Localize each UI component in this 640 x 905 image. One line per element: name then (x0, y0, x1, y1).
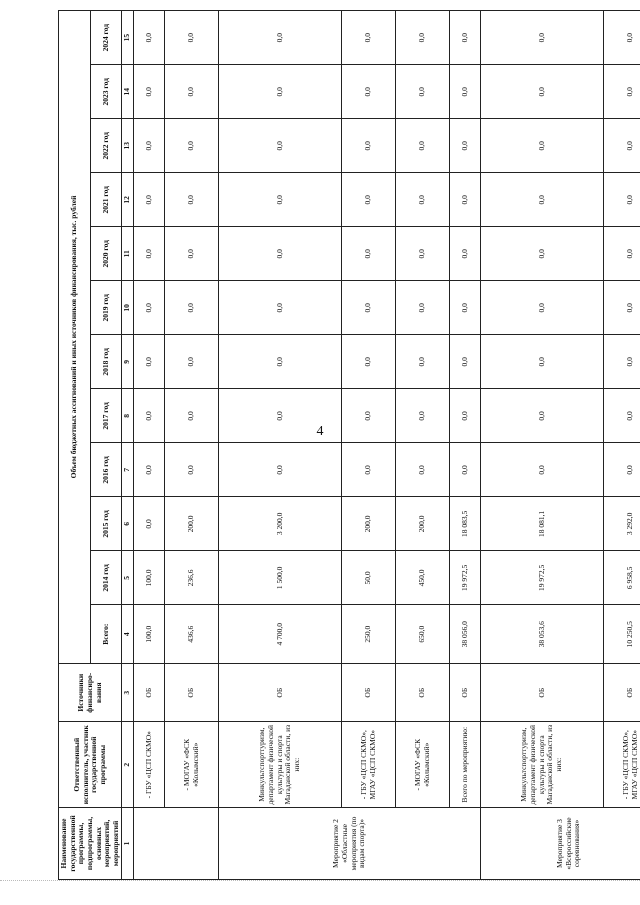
row-value: 0,0 (219, 389, 342, 443)
row-value: 0,0 (165, 119, 219, 173)
row-source: ОБ (604, 663, 640, 722)
header-year: 2018 год (90, 335, 122, 389)
row-total: 650,0 (396, 605, 450, 664)
col-number: 3 (122, 663, 134, 722)
row-value: 0,0 (450, 389, 481, 443)
row-value: 0,0 (219, 119, 342, 173)
row-total: 436,6 (165, 605, 219, 664)
row-value: 0,0 (481, 119, 604, 173)
header-year: 2016 год (90, 443, 122, 497)
col-number: 4 (122, 605, 134, 664)
row-value: 0,0 (604, 335, 640, 389)
row-exec: - ГБУ «ЦСП СКМО», МГАУ «ЦСП СКМО» (342, 722, 396, 808)
row-exec: - МОГАУ «ФСК «Колымский» (165, 722, 219, 808)
row-value: 0,0 (604, 281, 640, 335)
row-value: 0,0 (342, 173, 396, 227)
row-value: 0,0 (134, 227, 165, 281)
row-value: 0,0 (396, 11, 450, 65)
row-value: 0,0 (165, 173, 219, 227)
header-year: 2015 год (90, 497, 122, 551)
row-total: 10 250,5 (604, 605, 640, 664)
table-row (342, 11, 396, 880)
row-value: 0,0 (481, 11, 604, 65)
row-name: Мероприятие 2 «Областные мероприятия (по видам спорта)» (219, 807, 481, 879)
row-value: 0,0 (342, 443, 396, 497)
row-value: 0,0 (134, 389, 165, 443)
row-value: 0,0 (604, 65, 640, 119)
row-value: 0,0 (396, 119, 450, 173)
row-value: 0,0 (450, 11, 481, 65)
row-value: 0,0 (165, 281, 219, 335)
row-value: 0,0 (604, 443, 640, 497)
row-value: 0,0 (342, 65, 396, 119)
row-value: 0,0 (342, 389, 396, 443)
row-value: 0,0 (342, 281, 396, 335)
col-number: 12 (122, 173, 134, 227)
row-value: 18 083,5 (450, 497, 481, 551)
row-value: 0,0 (219, 65, 342, 119)
row-value: 0,0 (165, 335, 219, 389)
row-value: 0,0 (134, 65, 165, 119)
column-number-row (122, 11, 134, 880)
row-value: 0,0 (396, 443, 450, 497)
row-value: 0,0 (481, 443, 604, 497)
row-value: 0,0 (165, 11, 219, 65)
header-exec: Ответственный исполнитель, участник государственной программы (59, 722, 122, 808)
row-value: 0,0 (134, 11, 165, 65)
row-value: 0,0 (450, 227, 481, 281)
financing-table (58, 10, 640, 880)
row-source: ОБ (134, 663, 165, 722)
row-value: 0,0 (481, 173, 604, 227)
row-value: 0,0 (450, 173, 481, 227)
row-value: 0,0 (604, 119, 640, 173)
page-number: 4 (316, 424, 324, 439)
row-total: 100,0 (134, 605, 165, 664)
row-value: 450,0 (396, 551, 450, 605)
header-volume: Объем бюджетных ассигнований и иных источников финансирования, тыс. рублей (59, 11, 91, 664)
row-exec: Всего по мероприятию: (450, 722, 481, 808)
header-year: 2014 год (90, 551, 122, 605)
row-value: 19 972,5 (481, 551, 604, 605)
col-number: 6 (122, 497, 134, 551)
row-value: 0,0 (134, 281, 165, 335)
row-name: Мероприятие 3 «Всероссийские соревнования» (481, 807, 640, 879)
row-value: 200,0 (396, 497, 450, 551)
row-value: 0,0 (134, 497, 165, 551)
row-value: 0,0 (450, 119, 481, 173)
row-value: 0,0 (219, 227, 342, 281)
row-value: 0,0 (450, 335, 481, 389)
header-year: 2022 год (90, 119, 122, 173)
row-value: 0,0 (342, 227, 396, 281)
row-value: 200,0 (342, 497, 396, 551)
row-value: 236,6 (165, 551, 219, 605)
table-row (604, 11, 640, 880)
row-value: 0,0 (219, 443, 342, 497)
row-value: 0,0 (481, 227, 604, 281)
row-value: 0,0 (342, 335, 396, 389)
table-row (450, 11, 481, 880)
row-value: 0,0 (396, 389, 450, 443)
row-value: 0,0 (481, 281, 604, 335)
row-total: 38 056,0 (450, 605, 481, 664)
row-value: 18 081,1 (481, 497, 604, 551)
row-value: 0,0 (481, 65, 604, 119)
col-number: 1 (122, 807, 134, 879)
row-exec: Минкультспорттуризм, департамент физической культуры и спорта Магаданской области, из них: (219, 722, 342, 808)
col-number: 13 (122, 119, 134, 173)
row-total: 38 053,6 (481, 605, 604, 664)
table-row (481, 11, 604, 880)
table-row (396, 11, 450, 880)
row-total: 250,0 (342, 605, 396, 664)
row-value: 0,0 (604, 227, 640, 281)
col-number: 5 (122, 551, 134, 605)
header-year: 2019 год (90, 281, 122, 335)
row-value: 0,0 (604, 389, 640, 443)
row-value: 0,0 (165, 389, 219, 443)
row-total: 4 700,0 (219, 605, 342, 664)
row-value: 50,0 (342, 551, 396, 605)
col-number: 15 (122, 11, 134, 65)
row-source: ОБ (219, 663, 342, 722)
row-value: 0,0 (604, 11, 640, 65)
header-row-1 (59, 11, 91, 880)
row-value: 0,0 (134, 119, 165, 173)
row-value: 0,0 (219, 281, 342, 335)
col-number: 8 (122, 389, 134, 443)
header-year: 2021 год (90, 173, 122, 227)
row-exec: Минкультспорттуризм, департамент физической культуры и спорта Магаданской области, из них: (481, 722, 604, 808)
header-name: Наименование государственной программы, подпрограммы, основных мероприятий, мероприятий (59, 807, 122, 879)
footer-divider (0, 880, 640, 881)
row-source: ОБ (165, 663, 219, 722)
row-value: 0,0 (396, 65, 450, 119)
header-year: 2023 год (90, 65, 122, 119)
row-value: 0,0 (450, 65, 481, 119)
row-source: ОБ (481, 663, 604, 722)
row-value: 0,0 (165, 227, 219, 281)
row-value: 0,0 (396, 173, 450, 227)
header-source: Источники финансиро-вания (59, 663, 122, 722)
col-number: 11 (122, 227, 134, 281)
row-value: 0,0 (396, 335, 450, 389)
row-value: 200,0 (165, 497, 219, 551)
row-value: 0,0 (134, 443, 165, 497)
row-source: ОБ (450, 663, 481, 722)
row-source: ОБ (342, 663, 396, 722)
row-value: 6 958,5 (604, 551, 640, 605)
row-value: 0,0 (219, 173, 342, 227)
header-year: 2017 год (90, 389, 122, 443)
table-row (134, 11, 165, 880)
row-value: 3 292,0 (604, 497, 640, 551)
row-value: 0,0 (165, 443, 219, 497)
row-value: 0,0 (165, 65, 219, 119)
row-value: 0,0 (134, 173, 165, 227)
table-row (165, 11, 219, 880)
row-value: 0,0 (219, 335, 342, 389)
row-value: 19 972,5 (450, 551, 481, 605)
header-year: 2024 год (90, 11, 122, 65)
row-exec: - ГБУ «ЦСП СКМО» (134, 722, 165, 808)
col-number: 10 (122, 281, 134, 335)
row-exec: - МОГАУ «ФСК «Колымский» (396, 722, 450, 808)
row-value: 0,0 (450, 281, 481, 335)
row-value: 0,0 (396, 227, 450, 281)
row-value: 0,0 (396, 281, 450, 335)
row-value: 0,0 (342, 11, 396, 65)
header-total: Всего: (90, 605, 122, 664)
row-value: 3 200,0 (219, 497, 342, 551)
row-value: 1 500,0 (219, 551, 342, 605)
row-value: 0,0 (342, 119, 396, 173)
row-source: ОБ (396, 663, 450, 722)
row-value: 0,0 (219, 11, 342, 65)
col-number: 9 (122, 335, 134, 389)
col-number: 14 (122, 65, 134, 119)
row-value: 0,0 (481, 389, 604, 443)
rotated-table-wrapper (58, 10, 639, 880)
row-value: 0,0 (134, 335, 165, 389)
row-value: 0,0 (481, 335, 604, 389)
row-value: 100,0 (134, 551, 165, 605)
row-name (134, 807, 219, 879)
row-value: 0,0 (450, 443, 481, 497)
row-value: 0,0 (604, 173, 640, 227)
col-number: 7 (122, 443, 134, 497)
table-row (219, 11, 342, 880)
row-exec: - ГБУ «ЦСП СКМО», МГАУ «ЦСП СКМО» (604, 722, 640, 808)
header-year: 2020 год (90, 227, 122, 281)
col-number: 2 (122, 722, 134, 808)
